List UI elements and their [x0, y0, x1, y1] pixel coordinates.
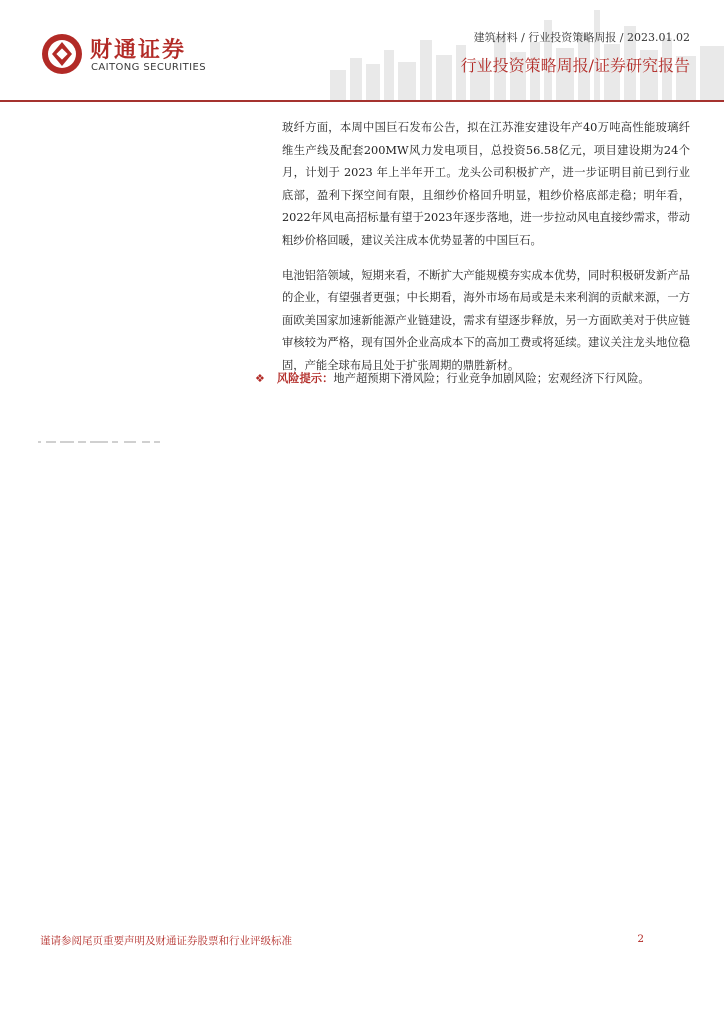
footer-disclaimer: 谨请参阅尾页重要声明及财通证券股票和行业评级标准 [40, 935, 292, 947]
diamond-bullet-icon: ❖ [255, 372, 265, 385]
company-logo [40, 32, 220, 76]
report-category-date: 建筑材料 / 行业投资策略周报 / 2023.01.02 [473, 31, 690, 44]
logo-chinese-name: 财通证券 [90, 38, 187, 63]
header-divider [0, 100, 724, 102]
risk-text: 地产超预期下滑风险；行业竞争加剧风险；宏观经济下行风险。 [333, 372, 650, 385]
logo-english-name: CAITONG SECURITIES [91, 62, 206, 73]
paragraph-fiberglass: 玻纤方面，本周中国巨石发布公告，拟在江苏淮安建设年产40万吨高性能玻璃纤维生产线及配套200MW风力发电项目，总投资56.58亿元，项目建设期为24个月，计划于 2023 年上半年开工。龙头公司积极扩产，进一步证明目前已到行业底部，盈利下探空间有限，且细纱价格回升明显，粗纱价格底部走稳；明年看，2022年风电高招标量有望于2023年逐步落地，进一步拉动风电直接纱需求，带动粗纱价格回暖，建议关注成本优势显著的中国巨石。 [282, 121, 690, 247]
report-title: 行业投资策略周报/证券研究报告 [460, 56, 690, 75]
logo-coin-icon [40, 32, 84, 76]
faint-scan-line [38, 440, 162, 444]
page-number: 2 [637, 933, 644, 945]
risk-label: 风险提示： [276, 371, 334, 385]
report-body [282, 117, 690, 390]
paragraph-battery-foil: 电池铝箔领域，短期来看，不断扩大产能规模夯实成本优势，同时积极研发新产品的企业，有望强者更强；中长期看，海外市场布局或是未来利润的贡献来源，一方面欧美国家加速新能源产业链建设，需求有望逐步释放，另一方面欧美对于供应链审核较为严格，现有国外企业高成本下的高加工费或将延续。建议关注龙头地位稳固，产能全球布局且处于扩张周期的鼎胜新材。 [282, 268, 690, 372]
risk-warning [255, 369, 695, 388]
